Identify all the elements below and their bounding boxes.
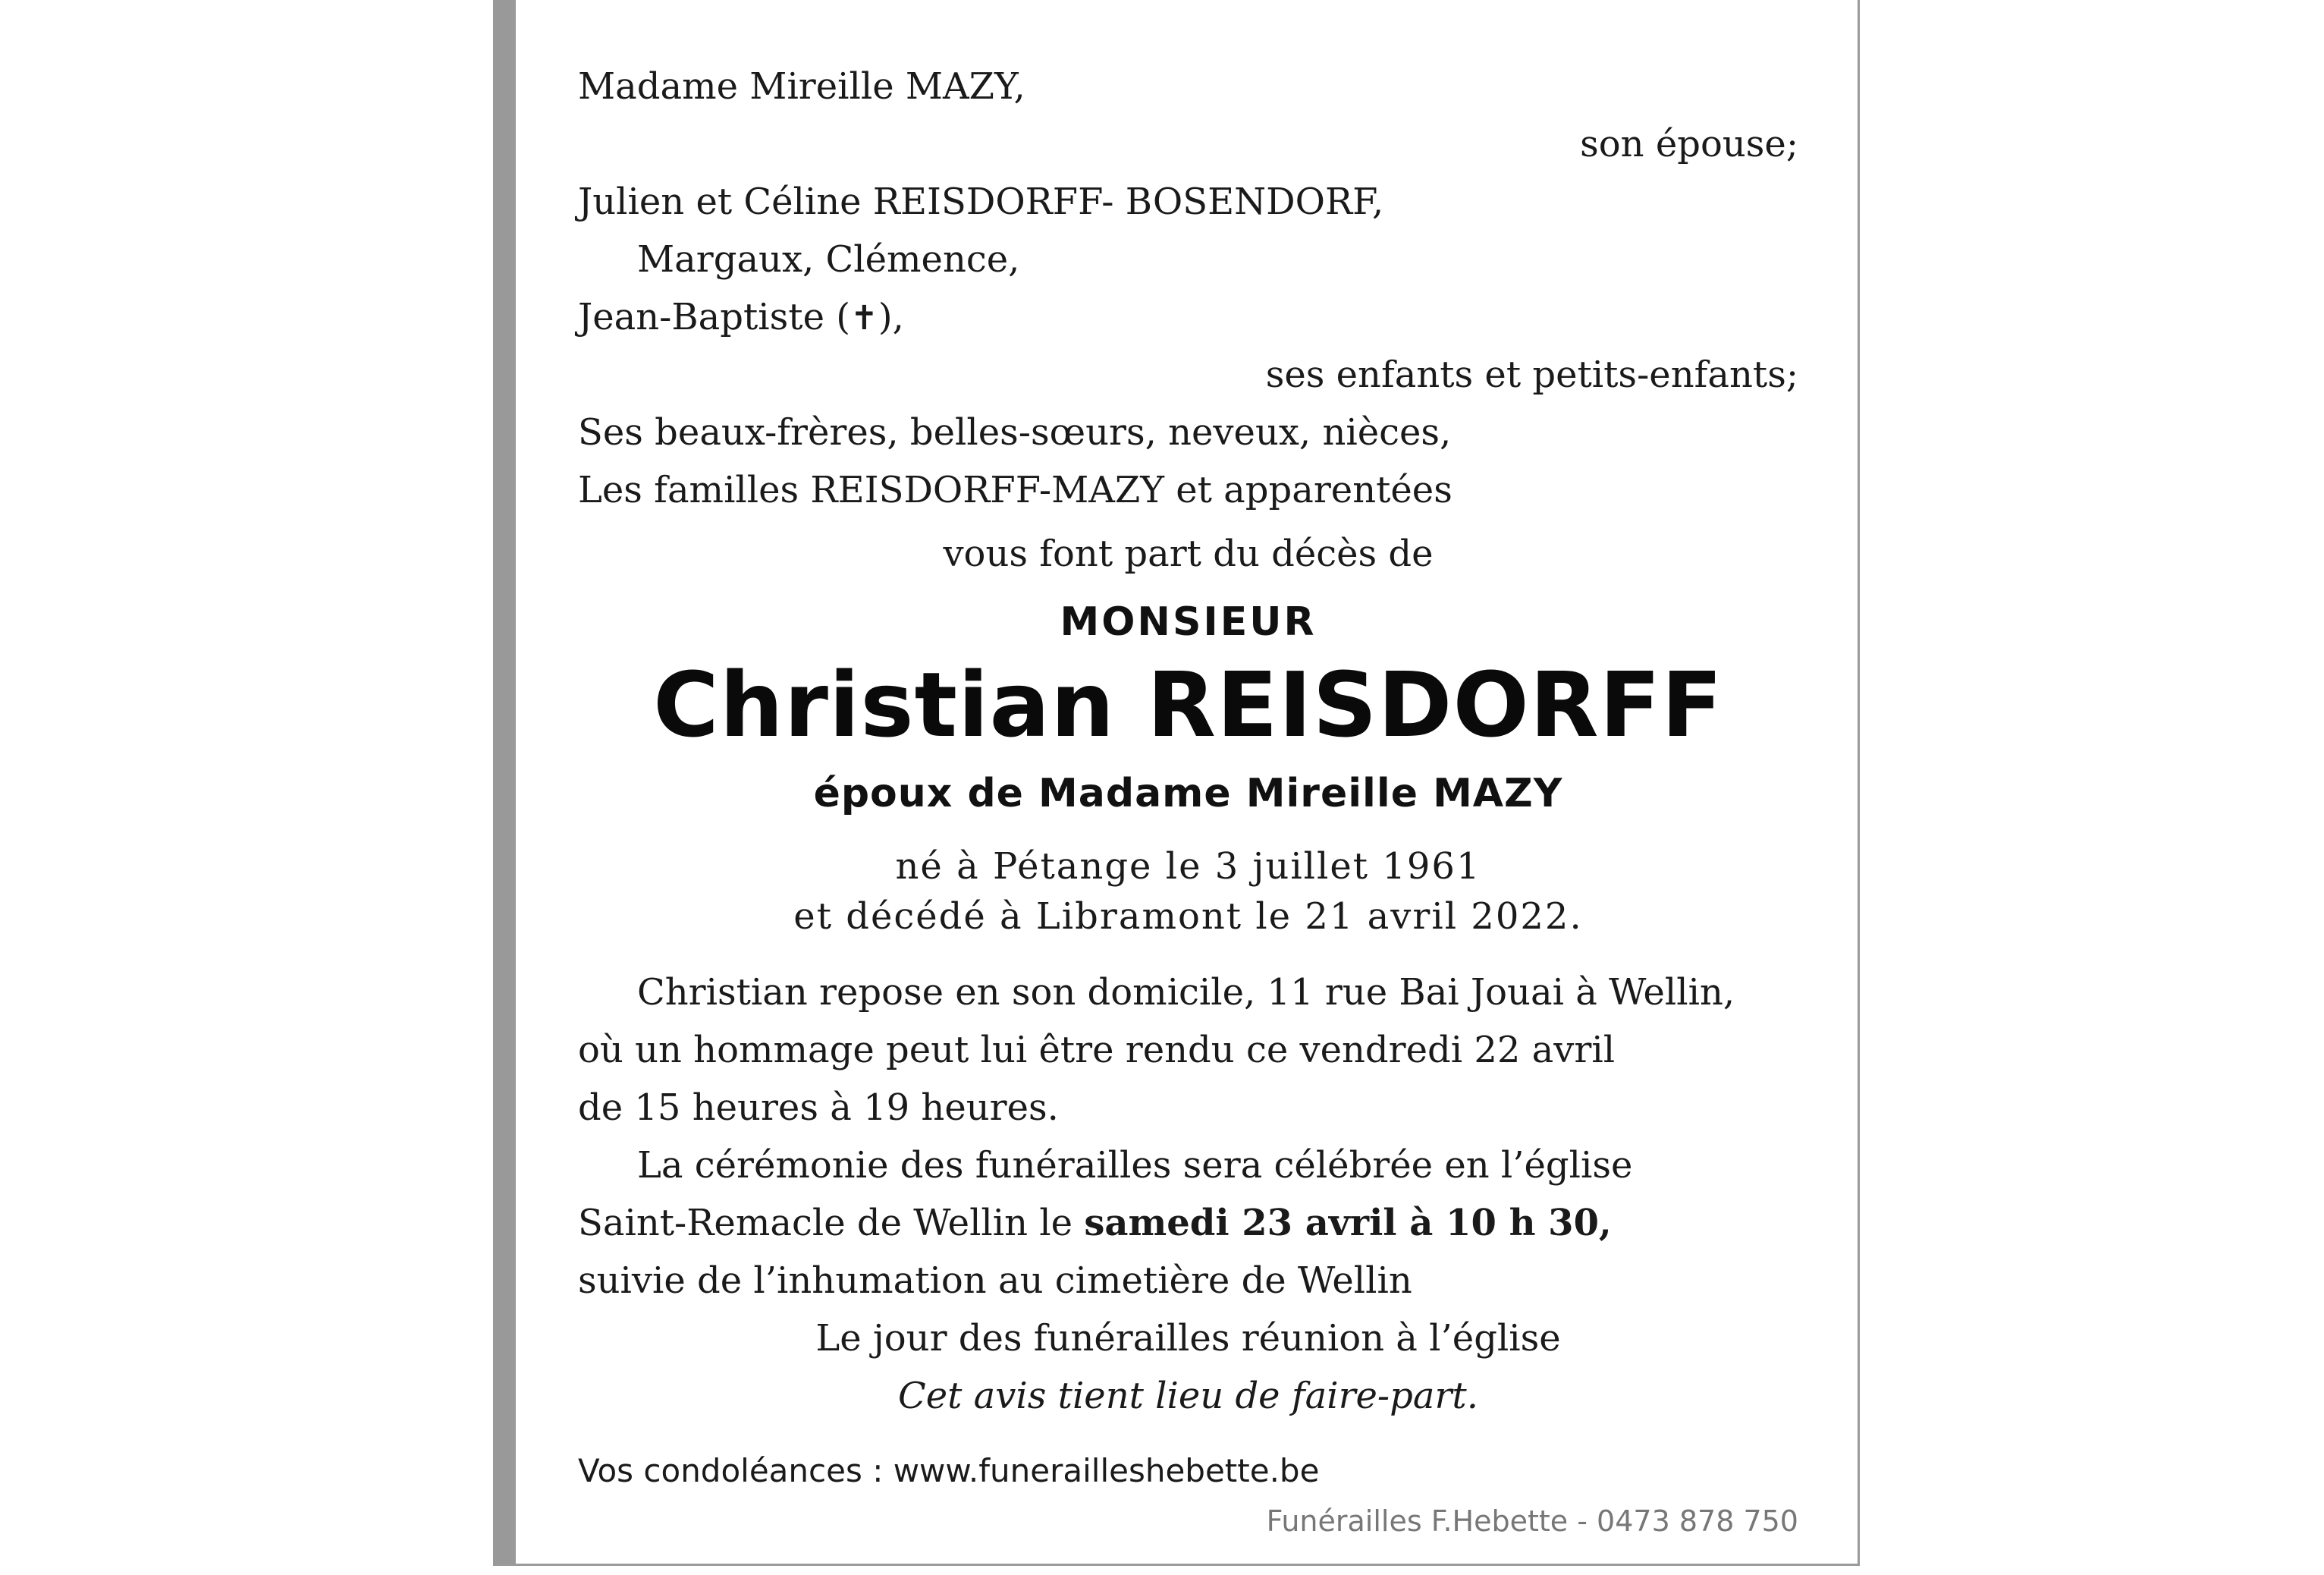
ceremony-line-3: suivie de l’inhumation au cimetière de Wellin (578, 1259, 1412, 1302)
faire-part-note: Cet avis tient lieu de faire-part. (898, 1375, 1478, 1417)
deceased-name: Christian REISDORFF (653, 652, 1723, 757)
ceremony-date-time: samedi 23 avril à 10 h 30, (1084, 1202, 1612, 1244)
family-line-families: Les familles REISDORFF-MAZY et apparentées (578, 469, 1452, 511)
birth-info: né à Pétange le 3 juillet 1961 (895, 845, 1481, 888)
ceremony-line-1: La cérémonie des funérailles sera célébrée en l’église (637, 1144, 1633, 1187)
grandchild-suffix: ), (878, 296, 904, 338)
announcement-intro: vous font part du décès de (943, 533, 1434, 575)
family-line-deceased-grandchild (578, 296, 904, 338)
family-line-spouse-role: son épouse; (1580, 123, 1798, 165)
ceremony-line-2 (578, 1202, 1612, 1244)
condolences-link[interactable]: Vos condoléances : www.funerailleshebette.be (578, 1452, 1320, 1489)
viewing-line-3: de 15 heures à 19 heures. (578, 1086, 1059, 1129)
funeral-home-credit: Funérailles F.Hebette - 0473 878 750 (1266, 1504, 1798, 1538)
grandchild-name: Jean-Baptiste ( (578, 296, 850, 338)
family-line-children-role: ses enfants et petits-enfants; (1265, 354, 1798, 396)
ceremony-church: Saint-Remacle de Wellin le (578, 1202, 1085, 1244)
death-notice (493, 0, 1860, 1566)
family-line-in-laws: Ses beaux-frères, belles-sœurs, neveux, nièces, (578, 411, 1452, 454)
family-line-grandchildren: Margaux, Clémence, (637, 238, 1020, 281)
deceased-spouse: époux de Madame Mireille MAZY (813, 771, 1563, 816)
viewing-line-1: Christian repose en son domicile, 11 rue Bai Jouai à Wellin, (637, 971, 1735, 1014)
death-info: et décédé à Libramont le 21 avril 2022. (793, 895, 1583, 938)
viewing-line-2: où un hommage peut lui être rendu ce vendredi 22 avril (578, 1029, 1616, 1071)
gathering-note: Le jour des funérailles réunion à l’église (815, 1317, 1561, 1360)
family-line-spouse-name: Madame Mireille MAZY, (578, 65, 1025, 108)
cross-icon: ✝ (850, 299, 878, 338)
family-line-children: Julien et Céline REISDORFF- BOSENDORF, (578, 181, 1384, 223)
deceased-title: MONSIEUR (1060, 599, 1317, 645)
